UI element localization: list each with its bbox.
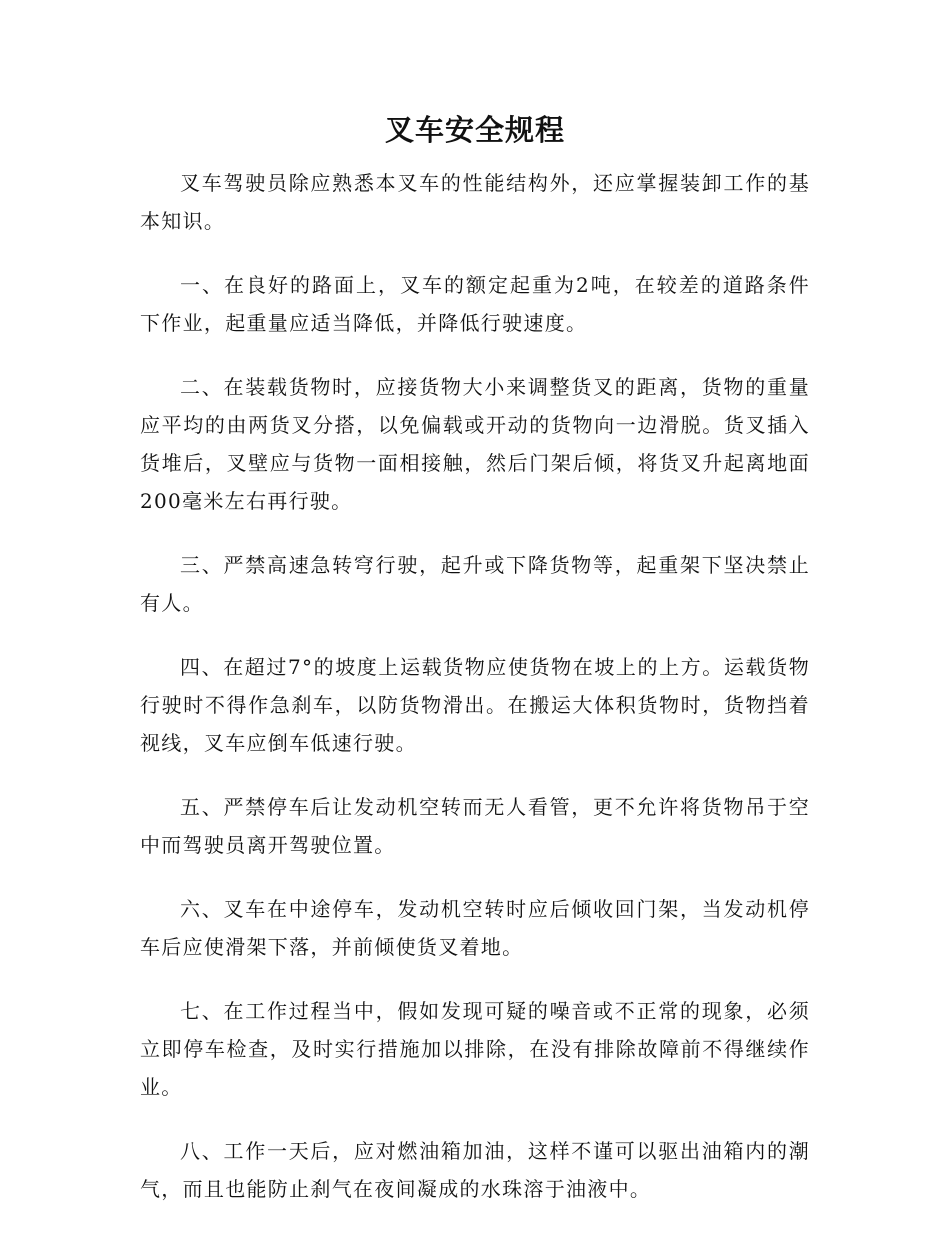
document-body <box>140 164 810 1234</box>
paragraph-rule-3: 三、严禁高速急转穹行驶，起升或下降货物等，起重架下坚决禁止有人。 <box>140 553 810 615</box>
paragraph-rule-2: 二、在装载货物时，应接货物大小来调整货叉的距离，货物的重量应平均的由两货叉分搭，以免偏载或开动的货物向一边滑脱。货叉插入货堆后，叉壁应与货物一面相接触，然后门架后倾，将货叉升起离地面200毫米左右再行驶。 <box>140 375 810 513</box>
paragraph-intro: 叉车驾驶员除应熟悉本叉车的性能结构外，还应掌握装卸工作的基本知识。 <box>140 171 810 233</box>
paragraph-rule-4: 四、在超过7°的坡度上运载货物应使货物在坡上的上方。运载货物行驶时不得作急刹车，以防货物滑出。在搬运大体积货物时，货物挡着视线，叉车应倒车低速行驶。 <box>140 655 810 755</box>
paragraph-rule-7: 七、在工作过程当中，假如发现可疑的噪音或不正常的现象，必须立即停车检查，及时实行措施加以排除，在没有排除故障前不得继续作业。 <box>140 999 810 1099</box>
paragraph-rule-6: 六、叉车在中途停车，发动机空转时应后倾收回门架，当发动机停车后应使滑架下落，并前倾使货叉着地。 <box>140 897 810 959</box>
paragraph-rule-5: 五、严禁停车后让发动机空转而无人看管，更不允许将货物吊于空中而驾驶员离开驾驶位置。 <box>140 795 810 857</box>
document-title: 叉车安全规程 <box>384 113 565 147</box>
paragraph-rule-8: 八、工作一天后，应对燃油箱加油，这样不谨可以驱出油箱内的潮气，而且也能防止刹气在夜间凝成的水珠溶于油液中。 <box>140 1139 810 1201</box>
paragraph-rule-1: 一、在良好的路面上，叉车的额定起重为2吨，在较差的道路条件下作业，起重量应适当降低，并降低行驶速度。 <box>140 273 810 335</box>
